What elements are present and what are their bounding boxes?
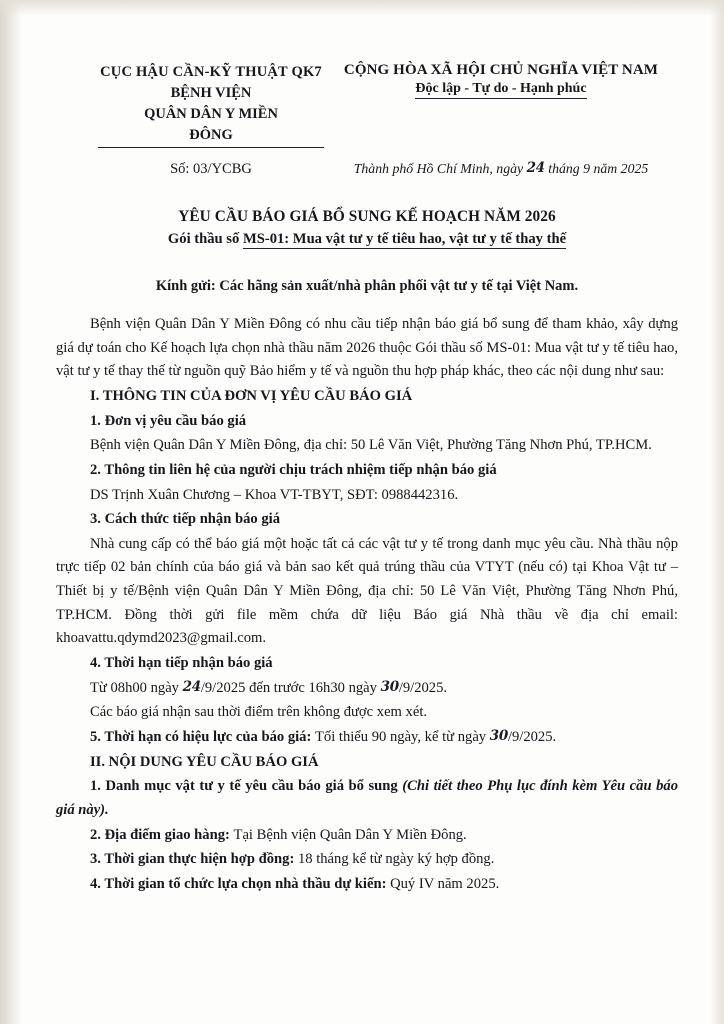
date-day-handwritten: 24 <box>526 160 545 177</box>
section-2-1-note: (Chi tiết theo Phụ lục đính kèm Yêu cầu báo giá này). <box>56 778 679 818</box>
section-1-3-heading: 3. Cách thức tiếp nhận báo giá <box>90 511 280 528</box>
validity-prefix: Tối thiểu 90 ngày, kể từ ngày <box>314 728 487 745</box>
section-1-1-body: Bệnh viện Quân Dân Y Miền Đông, địa chỉ: 50 Lê Văn Việt, Phường Tăng Nhơn Phú, TP.HCM. <box>90 437 652 454</box>
section-1-4-heading: 4. Thời hạn tiếp nhận báo giá <box>90 655 273 672</box>
section-1-1-heading: 1. Đơn vị yêu cầu báo giá <box>90 412 247 429</box>
section-1-3-body: Nhà cung cấp có thể báo giá một hoặc tất cả các vật tư y tế trong danh mục yêu cầu. Nhà thầu nộp trực tiếp 02 bản chính của báo giá và bản sao kết quả trúng thầu của VTYT (nếu có) tại Khoa Vật tư – Thiết bị y tế/Bệnh viện Quân Dân Y Miền Đông, địa chỉ: 50 Lê Văn Việt, Phường Tăng Nhơn Phú, TP.HCM. Đồng thời gửi file mềm chứa dữ liệu Báo giá Nhà thầu về địa chỉ email: khoavattu.qdymd2023@gmail.com. <box>56 535 678 647</box>
place-date-suffix: tháng 9 năm 2025 <box>548 161 649 177</box>
package-subtitle-prefix: Gói thầu số <box>167 231 243 248</box>
section-2-1-line <box>56 775 678 822</box>
intro-paragraph: Bệnh viện Quân Dân Y Miền Đông có nhu cầu tiếp nhận báo giá bổ sung để tham khảo, xây dựng giá dự toán cho Kế hoạch lựa chọn nhà thầu năm 2026 thuộc Gói thầu số MS-01: Mua vật tư y tế tiêu hao, vật tư y tế thay thế từ nguồn quỹ Bảo hiểm y tế và nguồn thu hợp pháp khác, theo các nội dung như sau: <box>56 316 678 380</box>
section-2-4-body: Quý IV năm 2025. <box>390 875 500 892</box>
scan-edge-left <box>0 0 22 1024</box>
section-2-4-heading: 4. Thời gian tổ chức lựa chọn nhà thầu dự kiến: <box>90 875 387 892</box>
header-issuing-authority <box>56 62 324 148</box>
section-2-2-heading: 2. Địa điểm giao hàng: <box>90 826 230 843</box>
authority-hospital-name: QUÂN DÂN Y MIỀN ĐÔNG <box>98 104 324 148</box>
validity-suffix: /9/2025. <box>507 728 557 745</box>
validity-day: 30 <box>489 727 508 744</box>
section-1-5-line <box>56 726 678 750</box>
deadline-prefix: Từ 08h00 ngày <box>90 679 179 696</box>
section-1-4-note: Các báo giá nhận sau thời điểm trên không được xem xét. <box>90 704 428 721</box>
deadline-middle: /9/2025 đến trước 16h30 ngày <box>200 679 377 696</box>
package-subtitle <box>56 231 678 248</box>
section-2-2-line <box>56 824 678 848</box>
scan-edge-right <box>710 0 724 1024</box>
section-1-4-deadline <box>56 677 678 701</box>
header-second-row <box>56 161 678 178</box>
section-1-title: I. THÔNG TIN CỦA ĐƠN VỊ YÊU CẦU BÁO GIÁ <box>90 387 413 404</box>
deadline-end-day: 30 <box>380 678 399 695</box>
deadline-suffix: /9/2025. <box>398 679 448 696</box>
scan-edge-top <box>0 0 724 16</box>
national-title: CỘNG HÒA XÃ HỘI CHỦ NGHĨA VIỆT NAM <box>343 62 659 78</box>
authority-hospital-label: BỆNH VIỆN <box>170 85 252 102</box>
section-1-5-heading: 5. Thời hạn có hiệu lực của báo giá: <box>90 728 312 745</box>
section-2-1-heading: 1. Danh mục vật tư y tế yêu cầu báo giá bổ sung <box>90 778 398 795</box>
addressee-line: Kính gửi: Các hãng sản xuất/nhà phân phối vật tư y tế tại Việt Nam. <box>155 278 579 295</box>
page-title: YÊU CẦU BÁO GIÁ BỔ SUNG KẾ HOẠCH NĂM 2026 <box>178 208 556 226</box>
deadline-start-day: 24 <box>182 678 201 695</box>
section-1-2-heading: 2. Thông tin liên hệ của người chịu trách nhiệm tiếp nhận báo giá <box>90 461 497 478</box>
place-date-prefix: Thành phố Hồ Chí Minh, ngày <box>353 161 524 177</box>
document-body <box>56 313 678 896</box>
place-and-date <box>324 161 678 177</box>
document-header <box>56 62 678 148</box>
section-2-3-line <box>56 848 678 872</box>
section-2-2-body: Tại Bệnh viện Quân Dân Y Miền Đông. <box>233 826 467 843</box>
national-motto: Độc lập - Tự do - Hạnh phúc <box>415 81 586 99</box>
document-number: Số: 03/YCBG <box>170 161 252 178</box>
header-national-heading <box>324 62 678 99</box>
section-2-4-line <box>56 873 678 897</box>
section-2-title: II. NỘI DUNG YÊU CẦU BÁO GIÁ <box>90 753 319 770</box>
authority-department: CỤC HẬU CẦN-KỸ THUẬT QK7 <box>100 64 322 80</box>
section-1-2-body: DS Trịnh Xuân Chương – Khoa VT-TBYT, SĐT: 0988442316. <box>90 486 459 503</box>
package-subtitle-name: MS-01: Mua vật tư y tế tiêu hao, vật tư y tế thay thế <box>242 231 567 248</box>
section-2-3-heading: 3. Thời gian thực hiện hợp đồng: <box>90 851 295 868</box>
section-2-3-body: 18 tháng kể từ ngày ký hợp đồng. <box>297 851 495 868</box>
document-title-block <box>56 208 678 248</box>
